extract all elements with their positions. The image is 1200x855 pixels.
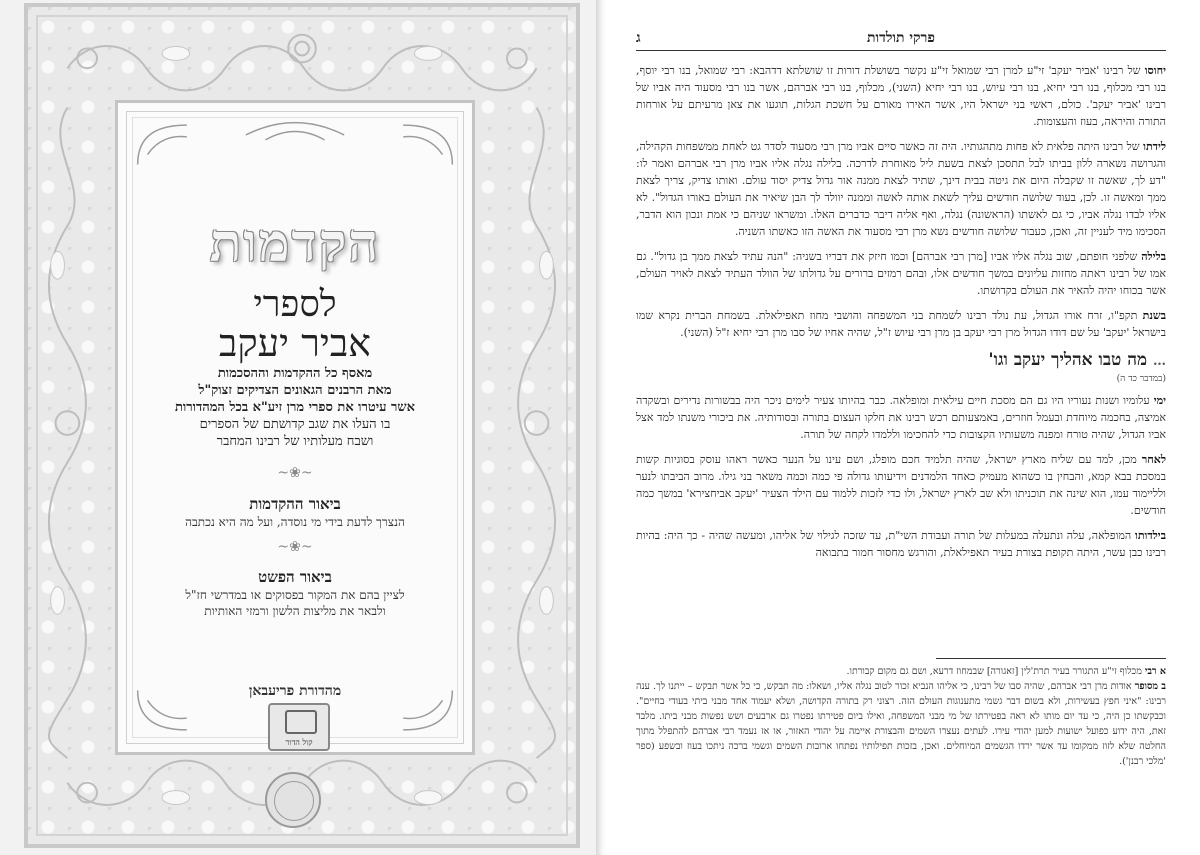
paragraph-text: שלפני חופתם, שוב נגלה אליו אביו [מרן רבי אברהם] וכמו חיזק את דבריו בשניה: "הנה עתיד לצאת ממך בן גדול". גם אמו של רבינו ראתה מחזות עליונים במשך חודשים אלו, ובהם רמזים ברורים על גדולתו של הוולד העתיד לצאת לאויר העולם, אשר בכוחו יהיה להאיר את העולם בקדושתו. <box>636 250 1166 297</box>
paragraph-text: תקפ"ו, זרח אורו הגדול, עת נולד רבינו לשמחת בני המשפחה והושבי מחוז תאפילאלת. בשמחת הברית נקרא שמו בישראל 'יעקב' על שם דודו הגדול מרן רבי יעקב בן מרן רבי עיוש ז"ל, שהיה אחיו של סבו מרן רבי יחיא ז"ל (השני). <box>636 309 1166 339</box>
description-line: ושבח מעלותיו של רבינו המחבר <box>216 434 374 449</box>
book-icon <box>285 710 317 734</box>
description-block <box>118 365 472 450</box>
page-number: ג <box>636 30 641 46</box>
paragraph-text: מכן, למד עם שליח מארץ ישראל, שהיה תלמיד חכם מופלג, ושם עינו על הנער כאשר ראהו עוסק בסוגיות קשות במסכת בבא קמא, והבחין בו כשהוא מעמיק כאחד הלמדנים וידיעותו גדולה פי כמה וכמה משאר בני גילו. מרוב הביבתו לנער ולליימוד עמו, הוא שינה את תוכניתו ולא שב לארץ ישראל, ולו כדי לזכות ללמוד עם הילד הצעיר 'יעקב אביחצירא' במשך כמה חודשים. <box>636 453 1166 517</box>
footnote <box>636 664 1166 679</box>
paragraph <box>636 307 1166 341</box>
paragraph-lead-word: ימי <box>1153 394 1166 407</box>
body-text <box>636 62 1166 569</box>
section-heading: ביאור ההקדמות <box>249 495 341 513</box>
section-explain-plain <box>118 568 472 619</box>
seal-inner-ring <box>274 781 314 821</box>
section-text: לציין בהם את המקור בפסוקים או במדרשי חז"ל <box>185 588 405 602</box>
paragraph <box>636 62 1166 130</box>
section-reference: (במדבר כד ה) <box>1116 374 1166 384</box>
footnote-text: אודות מרן רבי אברהם, שהיה סבו של רבינו, כי אליהו הנביא זכור לטוב נגלה אליו, ושאלו: מה תבקש, כי כל אשר תבקש – ייתנו לך. ענה רבינו: "איני חפץ בעשירות, ולא בשום דבר גשמי מתענוגות העולם הזה. רצוני רק בתורה הקדושה, ושלא יעמוד אחד מבני ביתי בעודי בחיים". וכבקשתו כן היה, כי עד יום מותו לא ראה בפטירתו של מי מבני המשפחה, ואילו ביום פטירתו נפטרו גם ארבעים ושש נפשות מבני ביתו. מלבד זאת, היה ידוע כפועל ישועות למען יהודי עירו. לעתים נעצרו השמים והבצורת איימה על יהודי האזור, או אז נעמד רבי אברהם להתפלל מתוך החלטה שלא לזוז ממקומו עד אשר ירדו הגשמים המיוחלים. ואכן, בזכות תפילותיו נפתחו ארובות השמים וגשמי ברכה ניתכו בעוז ובשפע (ספר 'מלכי רבנן'). <box>636 681 1166 767</box>
footnote <box>636 679 1166 769</box>
section-explain-intros <box>118 495 472 530</box>
footnotes <box>636 664 1166 769</box>
publisher-emblem <box>268 703 330 751</box>
paragraph-lead-word: בלילה <box>1141 250 1166 263</box>
paragraph-lead-word: בילדותו <box>1135 529 1166 542</box>
paragraph <box>636 392 1166 443</box>
description-line: מאת הרבנים הגאונים הצדיקים זצוק"ל <box>198 383 392 398</box>
section-flourish: … <box>1153 354 1166 369</box>
footnote-lead: ב מסופר <box>1134 681 1166 692</box>
subtitle-line1: לספרי <box>253 284 337 325</box>
footnote-text: מכלוף זי"ע התגורר בעיר תרת'לין [זאגורה] שבמחוז דרעא, ושם גם מקום קבורתו. <box>846 666 1145 677</box>
paragraph-text: של רבינו 'אביר יעקב' זי"ע למרן רבי שמואל זי"ע נקשר בשושלת דורות זו שושלתא דדהבא: רבי שמואל, בנו רבי יוסף, בנו רבי מכלוף, בנו רבי יחיא, בנו רבי עיוש, בנו רבי יחיא (השני), מכלוף, בנו רבי אברהם, אשר בנו רבי מסעוד היה אביו של רבינו 'אביר יעקב'. כולם, ראשי בני ישראל היו, אשר האירו מאורם על חשכת הגלות, תוגעו את צאן מרעיתם על אורחות התורה והיראה, בעוז והעצומות. <box>636 64 1166 128</box>
description-line: מאסף כל ההקדמות וההסכמות <box>217 366 373 381</box>
footnote-separator <box>936 658 1166 659</box>
description-line: בו העלו את שגב קדושתם של הספרים <box>199 417 391 432</box>
book-gutter <box>596 0 606 855</box>
publisher-seal <box>265 772 321 828</box>
paragraph <box>636 248 1166 299</box>
subtitle-line2: אביר יעקב <box>219 321 371 365</box>
description-line: אשר עיטרו את ספרי מרן זיע"א בכל המהדורות <box>175 400 415 415</box>
paragraph-text: של רבינו היתה פלאית לא פחות מתהגותיו. היה זה כאשר סיים אביו מרן רבי מסעוד לסדר גט לאחת ממשפחות הקהילה, והגרושה נשארה ללון בביתו לבל תתסכן לצאת בשעת ליל מאוחרת לדרכה. בלילה נגלה אליו אביו מרן רבי אברהם ואמר לו: "דע לך, שאשה זו שקבלה היום את גיטה בבית דינך, שתיד לצאת ממנה אור גדול צדיק יסוד עולם. ואותו צדיק, צריך לצאת ממך ומאשה זו. לכן, בעוד שלושה חודשים עליך לשאת אותה לאשה וממנה יוולד לך הבן שיאיר את העולם באורו הגדול". לא אליו לבדו נגלה אביו, כי גם לאשתו (הראשונה) נגלה, ואף אליה דיבר כדברים האלו. ומשראו שניהם כי אמת ונכון הוא הדבר, הסכימו מיד לעניין זה, ואכן, כעבור שלושה חודשים נשא מרן רבי מסעוד את האשה הזו כאשתו השניה. <box>636 140 1166 238</box>
divider-ornament: ~❀~ <box>277 465 313 481</box>
section-text: הנצרך לדעת בידי מי נוסדה, ועל מה היא נכתבה <box>185 515 405 529</box>
paragraph-lead-word: לאחר <box>1141 453 1166 466</box>
paragraph-text: עלומיו ושנות נעוריו היו גם הם מסכת חיים עילאית ומופלאה. כבר בהיותו צעיר לימים ניכר היה בבשורות נדירים ובשקדה אמיצה, בחכמה מיוחדת ובעמל חוזרים, באמצעותם רכש רבינו את חלקו העצום בתורה ובסודותיה. את ביכורי משנתו למד אצל אביו הגדול, שהיה טורח ומפנה משעותיו הקצובות כדי להחכימו וללמדו לקחה של תורה. <box>636 394 1166 441</box>
title-panel <box>115 100 475 755</box>
paragraph <box>636 451 1166 519</box>
main-title: הקדמות <box>209 213 381 274</box>
section-text: ולבאר את מליצות הלשון ורמזי האותיות <box>204 604 386 618</box>
paragraph-lead-word: בשנת <box>1142 309 1166 322</box>
paragraph <box>636 138 1166 240</box>
footnote-lead: א רבי <box>1144 666 1166 677</box>
section-heading: ביאור הפשט <box>258 568 332 586</box>
section-title-text: מה טבו אהליך יעקב וגו' <box>988 350 1148 370</box>
paragraph <box>636 527 1166 561</box>
paragraph-lead-word: יחוסו <box>1144 64 1166 77</box>
text-page <box>606 0 1200 855</box>
paragraph-text: המופלאה, עלה ונתעלה במעלות של תורה ועבודת השי"ת, עד שזכה לגילוי של אליהו, ומעשה שהיה - כך היה: בהיות רבינו כבן עשר, היתה תקופת בצורת בעיר תאפילאלת, והורגש מחסור חמור בתבואה <box>636 529 1166 559</box>
section-title <box>636 349 1166 373</box>
title-page <box>0 0 596 855</box>
emblem-label: קול הדור <box>285 738 313 747</box>
running-title: פרקי תולדות <box>866 30 936 46</box>
running-header <box>636 30 1166 51</box>
divider-ornament: ~❀~ <box>277 539 313 555</box>
paragraph-lead-word: לידתו <box>1143 140 1166 153</box>
edition-label: מהדורת פריעבאן <box>248 683 342 699</box>
